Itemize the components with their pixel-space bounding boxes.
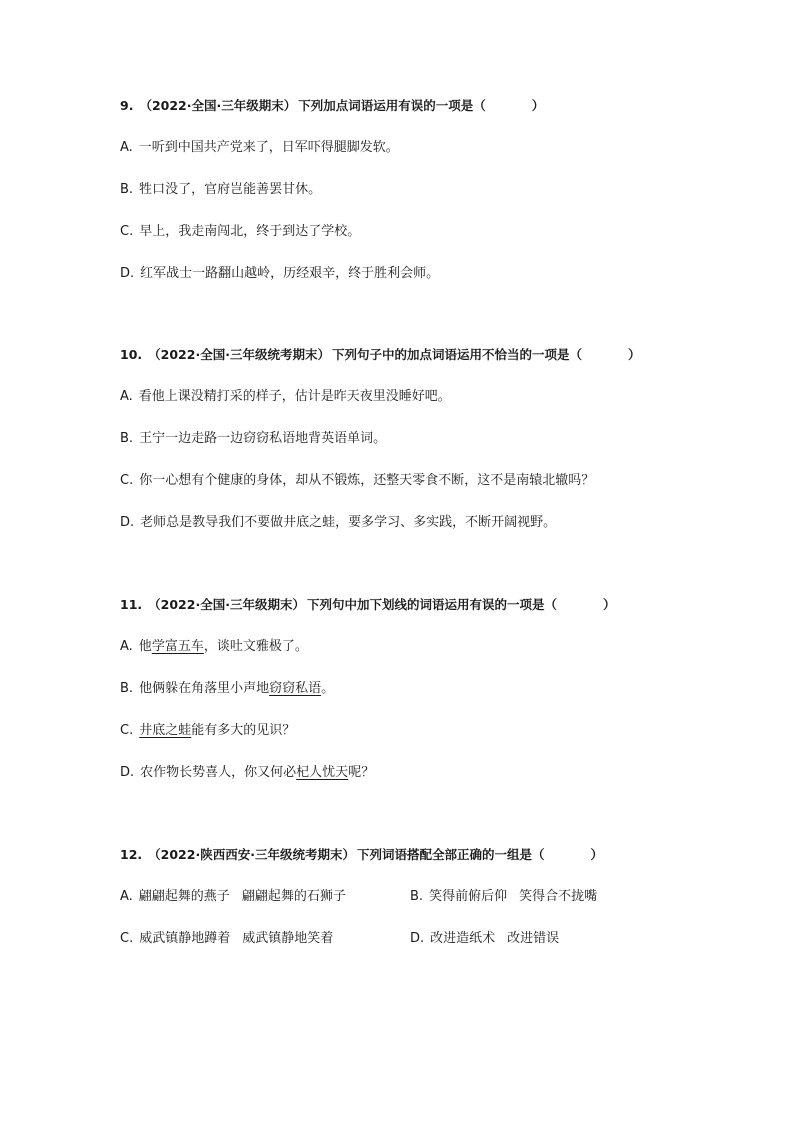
question-source: （2022·全国·三年级统考期末） [148,347,330,362]
option-c: C. 威武镇静地蹲着 威武镇静地笑着 [120,931,334,946]
question-close: ） [627,347,641,362]
question-number: 10. [120,347,143,362]
option-d: D. 老师总是教导我们不要做井底之蛙，要多学习、多实践，不断开阔视野。 [120,515,557,530]
question-number: 12. [120,847,143,862]
underlined-phrase: 井底之蛙 [139,723,192,738]
underlined-phrase: 窃窃私语 [269,681,322,696]
question-source: （2022·全国·三年级期末） [139,98,297,113]
question-stem: 下列词语搭配全部正确的一组是（ [356,847,545,862]
question-10 [120,346,720,532]
option-b: B. 牲口没了，官府岂能善罢甘休。 [120,182,322,197]
option-c: C. 你一心想有个健康的身体，却从不锻炼，还整天零食不断，这不是南辕北辙吗？ [120,473,595,488]
question-source: （2022·全国·三年级期末） [148,597,305,612]
option-b: B. 他俩躲在角落里小声地窃窃私语。 [120,681,335,696]
option-d: D. 改进造纸术 改进错误 [410,931,560,946]
option-c: C. 井底之蛙能有多大的见识？ [120,723,296,738]
question-9 [120,97,720,283]
underlined-phrase: 杞人忧天 [296,765,349,780]
option-row-cd [120,930,720,948]
option-c: C. 早上，我走南闯北，终于到达了学校。 [120,224,361,239]
option-d: D. 红军战士一路翻山越岭，历经艰辛，终于胜利会师。 [120,266,440,281]
question-close: ） [531,98,545,113]
question-stem: 下列加点词语运用有误的一项是（ [298,98,486,113]
question-title [120,596,720,614]
question-stem: 下列句子中的加点词语运用不恰当的一项是（ [331,347,582,362]
question-title [120,346,720,364]
option-d: D. 农作物长势喜人，你又何必杞人忧天呢？ [120,765,375,780]
option-a: A. 翩翩起舞的燕子 翩翩起舞的石狮子 [120,889,346,904]
question-title [120,846,720,864]
question-number: 9. [120,98,134,113]
question-11 [120,596,720,782]
question-12 [120,846,720,948]
option-a: A. 他学富五车，谈吐文雅极了。 [120,639,308,654]
question-title [120,97,720,115]
question-close: ） [590,847,603,862]
underlined-phrase: 学富五车 [151,639,204,654]
question-stem: 下列句中加下划线的词语运用有误的一项是（ [306,597,557,612]
question-source: （2022·陕西西安·三年级统考期末） [148,847,355,862]
option-a: A. 看他上课没精打采的样子，估计是昨天夜里没睡好吧。 [120,389,451,404]
option-row-ab [120,888,720,906]
option-b: B. 王宁一边走路一边窃窃私语地背英语单词。 [120,431,387,446]
question-number: 11. [120,597,143,612]
option-b: B. 笑得前俯后仰 笑得合不拢嘴 [410,889,598,904]
question-close: ） [602,597,616,612]
option-a: A. 一听到中国共产党来了，日军吓得腿脚发软。 [120,140,399,155]
